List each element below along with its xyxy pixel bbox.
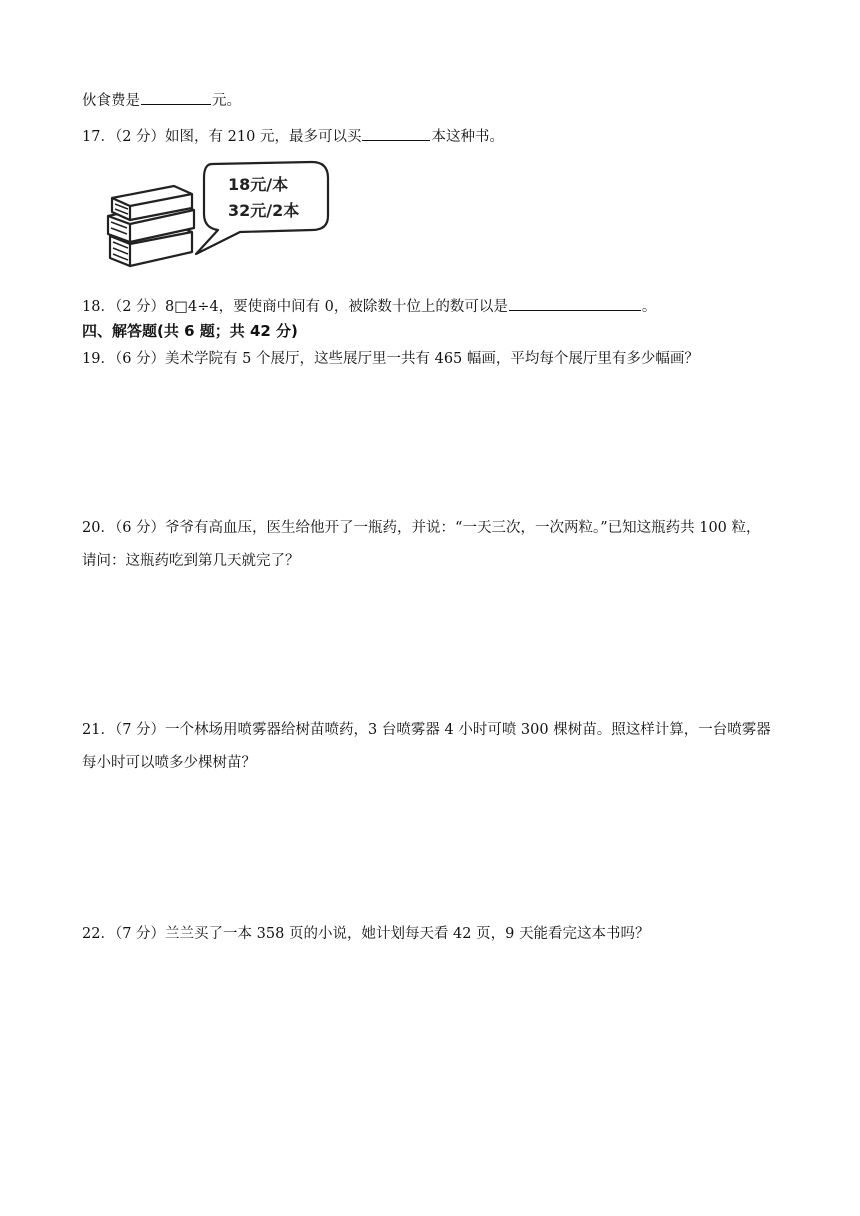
- q16-after: 元。: [212, 93, 241, 109]
- books-price-figure: [100, 158, 332, 276]
- q22-score: （7 分）: [114, 926, 166, 942]
- q21-text-line2: 每小时可以喷多少棵树苗？: [82, 755, 256, 771]
- q18-text: 8□4÷4，要使商中间有 0，被除数十位上的数可以是: [165, 299, 508, 315]
- q16-before: 伙食费是: [82, 93, 140, 109]
- q19-text: 美术学院有 5 个展厅，这些展厅里一共有 465 幅画，平均每个展厅里有多少幅画？: [165, 351, 699, 367]
- question-19: [82, 349, 699, 369]
- q18-score: （2 分）: [114, 299, 166, 315]
- q19-number: 19．: [82, 351, 115, 367]
- question-21: [82, 720, 771, 740]
- q21-text-line1: 一个林场用喷雾器给树苗喷药，3 台喷雾器 4 小时可喷 300 棵树苗。照这样计算，一台喷雾器: [165, 722, 771, 738]
- q22-number: 22．: [82, 926, 115, 942]
- q16-tail: [82, 89, 241, 111]
- q17-answer-blank[interactable]: [362, 125, 430, 141]
- bubble-price-pair: 32元/2本: [228, 201, 300, 220]
- q18-after: 。: [641, 299, 657, 315]
- book-stack-image: [108, 186, 194, 266]
- q21-number: 21．: [82, 722, 115, 738]
- q22-text: 兰兰买了一本 358 页的小说，她计划每天看 42 页，9 天能看完这本书吗？: [165, 926, 650, 942]
- q20-text-line1: 爷爷有高血压，医生给他开了一瓶药，并说：“一天三次，一次两粒。”已知这瓶药共 100 粒，: [165, 520, 761, 536]
- q18-answer-blank[interactable]: [509, 295, 641, 311]
- q17-number: 17．: [82, 129, 115, 145]
- bubble-price-single: 18元/本: [228, 175, 289, 194]
- q17-score: （2 分）: [114, 129, 166, 145]
- q16-answer-blank[interactable]: [141, 89, 211, 105]
- question-22: [82, 924, 649, 944]
- q17-after: 本这种书。: [431, 129, 504, 145]
- question-17: [82, 125, 504, 147]
- question-20: [82, 518, 761, 538]
- speech-bubble: [196, 162, 328, 254]
- section-4-heading: 四、解答题(共 6 题；共 42 分): [82, 322, 298, 340]
- q21-score: （7 分）: [114, 722, 166, 738]
- q19-score: （6 分）: [114, 351, 166, 367]
- q20-number: 20．: [82, 520, 115, 536]
- q17-text: 如图，有 210 元，最多可以买: [165, 129, 362, 145]
- q20-text-line2: 请问：这瓶药吃到第几天就完了？: [82, 553, 300, 569]
- question-18: [82, 295, 656, 317]
- q20-score: （6 分）: [114, 520, 166, 536]
- q18-number: 18．: [82, 299, 115, 315]
